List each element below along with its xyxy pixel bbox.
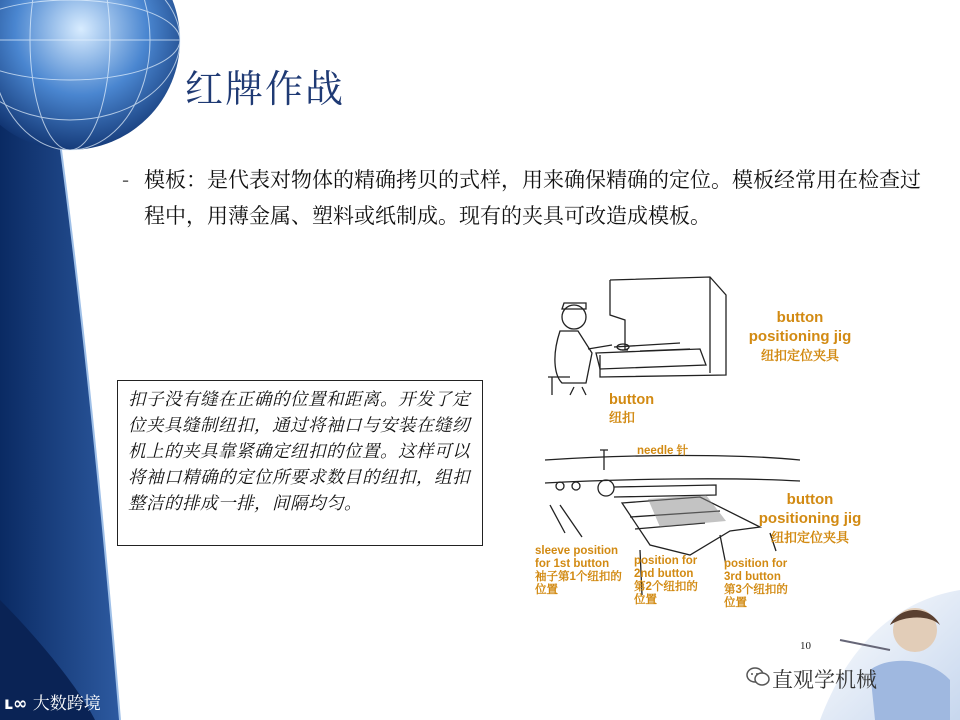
sewing-jig-illustration bbox=[530, 265, 870, 625]
slide-title: 红牌作战 bbox=[185, 67, 346, 111]
pos1-cn: 袖子第1个纽扣的位置 bbox=[535, 571, 622, 596]
brand-name: 直观学机械 bbox=[772, 668, 877, 692]
note-text: 扣子没有缝在正确的位置和距离。开发了定位夹具缝制纽扣，通过将袖口与安装在缝纫机上的夹具靠紧确定纽扣的位置。这样可以将袖口精确的定位所要求数目的纽扣，组扣整洁的排成一排，间隔均匀。 bbox=[128, 390, 470, 514]
bullet-dash: - bbox=[122, 168, 130, 192]
jig-top-cn: 纽扣定位夹具 bbox=[760, 348, 839, 363]
watermark-text: 大数跨境 bbox=[32, 694, 101, 714]
globe-graphic bbox=[0, 0, 200, 160]
pos2-cn: 第2个纽扣的位置 bbox=[634, 581, 698, 606]
jig-top-label bbox=[735, 308, 865, 365]
button-en: button bbox=[609, 392, 655, 408]
pos1-label bbox=[535, 545, 630, 597]
wechat-icon bbox=[746, 666, 770, 688]
jig-bottom-en: button positioning jig bbox=[758, 491, 862, 527]
pos3-cn: 第3个纽扣的位置 bbox=[724, 584, 788, 609]
pos1-en: sleeve position for 1st button bbox=[535, 545, 619, 570]
button-label bbox=[609, 391, 654, 427]
jig-bottom-label bbox=[750, 490, 870, 547]
watermark-logo-icon: ʟ∞ bbox=[4, 694, 28, 714]
jig-top-en: button positioning jig bbox=[748, 309, 852, 345]
pos2-label bbox=[634, 555, 709, 607]
bullet-text: 模板：是代表对物体的精确拷贝的式样，用来确保精确的定位。模板经常用在检查过程中，用薄金属、塑料或纸制成。现有的夹具可改造成模板。 bbox=[144, 168, 921, 228]
pos3-en: position for 3rd button bbox=[724, 558, 788, 583]
pos2-en: position for 2nd button bbox=[634, 555, 698, 580]
watermark bbox=[4, 689, 101, 714]
jig-bottom-cn: 纽扣定位夹具 bbox=[770, 530, 849, 545]
page-number: 10 bbox=[800, 640, 811, 652]
button-cn: 纽扣 bbox=[609, 410, 636, 425]
note-box bbox=[117, 380, 483, 546]
needle-label: needle 针 bbox=[637, 445, 689, 457]
